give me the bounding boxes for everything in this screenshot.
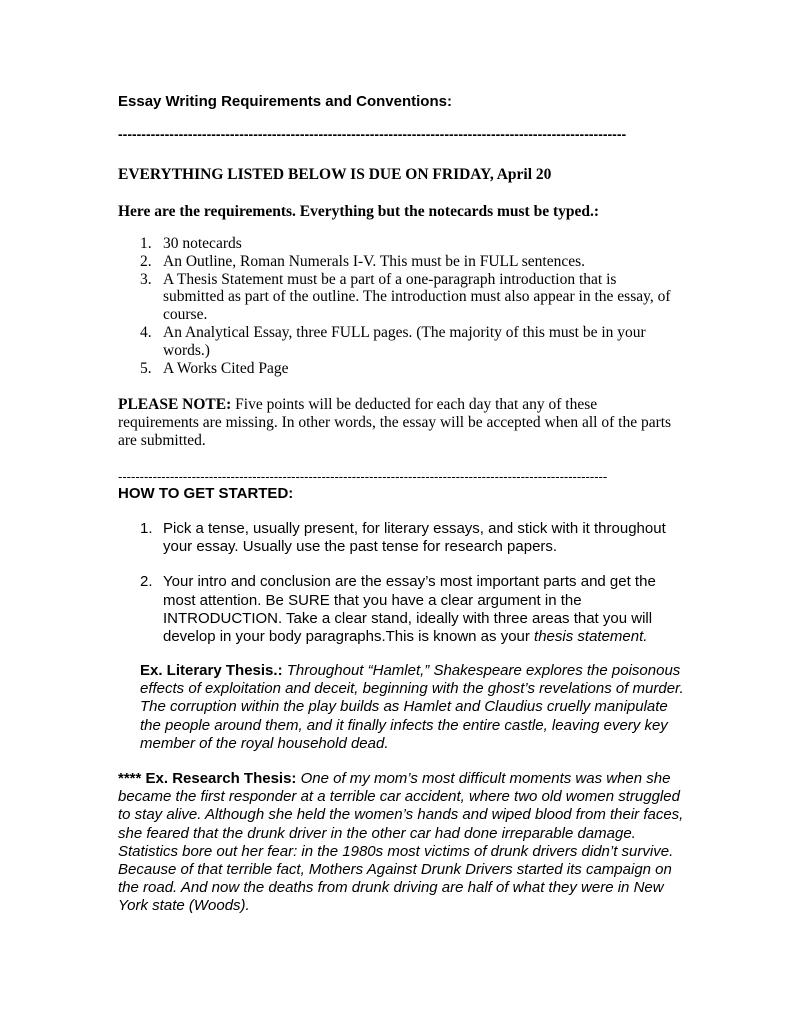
section-divider: -----------------------------------------------------------------------------------------------------------------: [118, 469, 608, 484]
requirement-item: [118, 271, 678, 324]
step-item: [118, 520, 688, 556]
requirement-item: [118, 253, 678, 271]
research-thesis-label: **** Ex. Research Thesis:: [118, 770, 297, 787]
please-note-paragraph: [118, 396, 678, 450]
literary-thesis-text: Throughout “Hamlet,” Shakespeare explores the poisonous effects of exploitation and deceit, beginning with the ghost’s revelations of murder. The corruption within the play builds as Hamlet and Claudius cruelly manipulate the people around them, and it finally infects the entire castle, leaving every key member of the royal household dead.: [140, 662, 684, 752]
requirement-text: 30 notecards: [163, 235, 242, 252]
requirement-text: A Thesis Statement must be a part of a one-paragraph introduction that is submitted as part of the outline. The introduction must also appear in the essay, of course.: [163, 270, 671, 324]
title-divider: -------------------------------------------------------------------------------------------------------------: [118, 126, 627, 142]
research-thesis-text: One of my mom’s most difficult moments was when she became the first responder at a terrible car accident, where two old women struggled to stay alive. Although she held the women’s hands and wiped blood from their faces, she feared that the drunk driver in the other car had done irreparable damage. Statistics bore out her fear: in the 1980s most victims of drunk drivers didn’t survive. Because of that terrible fact, Mothers Against Drunk Drivers started its campaign on the road. And now the deaths from drunk driving are half of what they were in New York state (Woods).: [118, 770, 684, 915]
step-text: Pick a tense, usually present, for literary essays, and stick with it throughout your essay. Usually use the past tense for research papers.: [163, 520, 666, 556]
requirement-text: A Works Cited Page: [163, 359, 289, 377]
requirement-item: [118, 324, 678, 360]
step-text: Your intro and conclusion are the essay’s most important parts and get the most attention. Be SURE that you have a clear argument in the INTRODUCTION. Take a clear stand, ideally with three areas that you will develop in your body paragraphs.This is known as your: [163, 573, 656, 646]
list-number: 5.: [140, 359, 152, 377]
list-number: 4.: [140, 323, 152, 341]
thesis-statement-emphasis: thesis statement.: [534, 628, 648, 646]
please-note-label: PLEASE NOTE:: [118, 396, 232, 413]
list-number: 3.: [140, 270, 152, 288]
list-number: 1.: [140, 520, 153, 537]
research-thesis-example: [118, 770, 688, 916]
please-note-text: Five points will be deducted for each day that any of these requirements are missing. In other words, the essay will be accepted when all of the parts are submitted.: [118, 396, 672, 449]
requirements-list: [118, 235, 678, 377]
list-number: 2.: [140, 252, 152, 270]
step-item: [118, 573, 688, 646]
requirement-text: An Analytical Essay, three FULL pages. (The majority of this must be in your words.): [163, 323, 646, 359]
requirement-item: [118, 235, 678, 253]
literary-thesis-example: [140, 662, 685, 753]
requirements-intro: Here are the requirements. Everything but the notecards must be typed.:: [118, 203, 600, 220]
getting-started-steps: [118, 520, 688, 663]
document-title: Essay Writing Requirements and Conventions:: [118, 93, 452, 110]
due-date-notice: EVERYTHING LISTED BELOW IS DUE ON FRIDAY, April 20: [118, 166, 552, 183]
list-number: 2.: [140, 573, 153, 591]
requirement-text: An Outline, Roman Numerals I-V. This must be in FULL sentences.: [163, 252, 586, 270]
requirement-item: [118, 360, 678, 378]
list-number: 1.: [140, 235, 152, 252]
literary-thesis-label: Ex. Literary Thesis.:: [140, 662, 283, 679]
how-to-get-started-heading: HOW TO GET STARTED:: [118, 485, 294, 502]
